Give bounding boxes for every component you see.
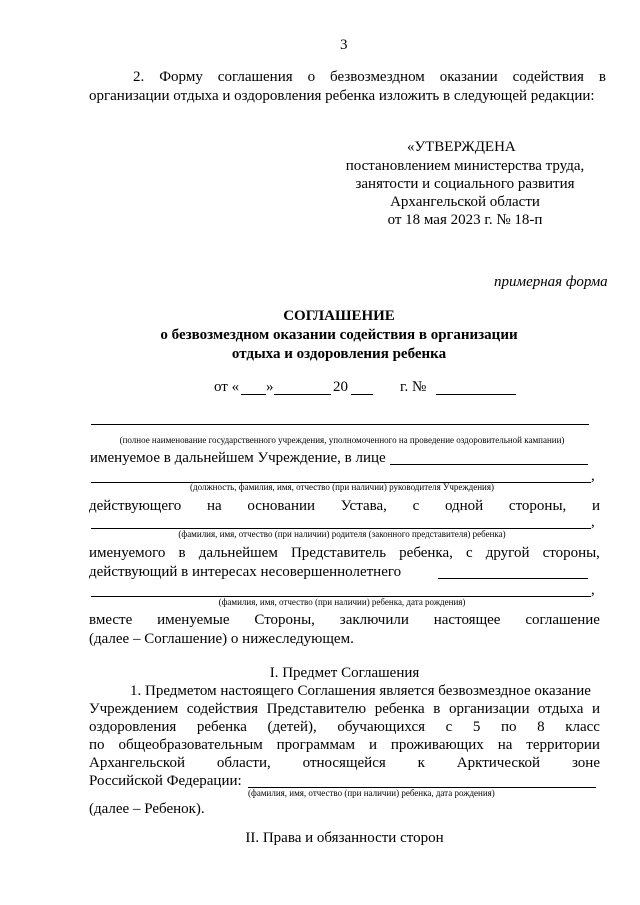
section-1-heading: I. Предмет Соглашения [269,665,420,681]
word: одной [444,498,484,514]
word: обучающихся [337,719,426,735]
approval-line-2: постановлением министерства труда, [345,158,585,174]
word: содействия [512,69,584,85]
day-blank [241,394,266,395]
date-quote-close: » [266,379,274,395]
agreement-title: СОГЛАШЕНИЕ [283,308,395,324]
word: к [417,755,425,771]
word: Устава, [340,498,387,514]
section-2-heading: II. Права и обязанности сторон [245,830,444,846]
word: и [368,737,377,753]
word: общеобразовательным [118,737,263,753]
section-1-line-6: Российской Федерации: [89,773,242,789]
word: с [445,719,453,735]
word: именуемого [89,545,166,561]
date-from: от « [214,379,240,395]
section-1-child-caption: (фамилия, имя, отчество (при наличии) ребенка, дата рождения) [248,788,495,798]
approval-line-4: Архангельской области [390,194,540,210]
word: территории [526,737,600,753]
comma-1: , [591,468,595,484]
approval-line-5: от 18 мая 2023 г. № 18-п [387,212,543,228]
word: и [591,498,600,514]
word: класс [565,719,600,735]
parent-caption: (фамилия, имя, отчество (при наличии) родителя (законного представителя) ребенка) [178,529,506,539]
word: в [433,701,441,717]
word: Архангельской [89,755,185,771]
section-1-line-7: (далее – Ребенок). [89,801,205,817]
word: с [412,498,420,514]
word: безвозмездном [330,69,425,85]
word: ребенка [374,701,425,717]
comma-3: , [591,582,595,598]
together-line [89,611,600,630]
child-blank-1 [438,578,588,579]
parent-named-line [89,544,600,563]
word: по [89,737,105,753]
word: именуемые [157,612,230,628]
word: 5 [472,719,481,735]
head-caption: (должность, фамилия, имя, отчество (при наличии) руководителя Учреждения) [190,482,494,492]
number-blank [436,394,516,395]
word: основании [247,498,316,514]
word: ребенка, [399,545,453,561]
minor-interest: действующий в интересах несовершеннолетнего [89,564,402,580]
section-1-line-5 [89,754,600,773]
word: ребенка [196,719,247,735]
word: Форму [159,69,203,85]
word: 2. [133,69,145,85]
word: соглашения [217,69,293,85]
word: в [178,545,186,561]
word: с [465,545,473,561]
word: Стороны, [254,612,315,628]
word: зоне [571,755,600,771]
month-blank [274,394,331,395]
word: дальнейшем [198,545,278,561]
word: проживающих [390,737,484,753]
word: соглашение [525,612,600,628]
word: стороны, [508,498,567,514]
acting-line [89,497,600,516]
word: в [598,69,606,85]
word: программам [276,737,356,753]
section-1-line-2 [89,700,600,719]
word: действующего [89,498,182,514]
word: Учреждением [89,701,179,717]
head-blank-1 [390,464,588,465]
number-label: г. № [400,379,427,395]
word: о [307,69,316,85]
word: на [497,737,513,753]
word: области, [216,755,271,771]
approval-line-3: занятости и социального развития [355,176,575,192]
section-1-line-4 [89,736,600,755]
word: настоящее [433,612,501,628]
intro-line-1 [133,68,606,87]
together-line-2: (далее – Соглашение) о нижеследующем. [89,631,354,647]
agreement-subtitle-2: отдыха и оздоровления ребенка [231,346,447,362]
intro-line-2: организации отдыха и оздоровления ребенка изложить в следующей редакции: [89,88,595,104]
word: вместе [89,612,133,628]
agreement-subtitle-1: о безвозмездном оказании содействия в организации [160,327,518,343]
section-1-line-3 [89,718,600,737]
word: организации [448,701,530,717]
word: оказании [439,69,498,85]
word: отдыха [538,701,584,717]
word: Представителю [266,701,367,717]
word: стороны, [542,545,600,561]
word: и [591,701,600,717]
word: на [206,498,222,514]
section-1-line-1: 1. Предметом настоящего Соглашения является безвозмездное оказание [130,683,591,699]
word: 8 [537,719,545,735]
comma-2: , [591,514,595,530]
word: другой [485,545,530,561]
institution-caption: (полное наименование государственного учреждения, уполномоченного на проведение оздоровительной кампании) [119,435,565,445]
word: по [500,719,517,735]
year-prefix: 20 [333,379,348,395]
institution-blank [91,424,589,425]
word: Арктической [456,755,541,771]
year-blank [351,394,373,395]
word: содействия [186,701,259,717]
institution-named: именуемое в дальнейшем Учреждение, в лице [90,450,386,466]
word: заключили [339,612,409,628]
child-caption: (фамилия, имя, отчество (при наличии) ребенка, дата рождения) [218,597,466,607]
word: относящейся [302,755,386,771]
page-number: 3 [340,37,348,53]
word: (детей), [267,719,317,735]
word: оздоровления [89,719,177,735]
word: Представитель [290,545,387,561]
approval-line-1: «УТВЕРЖДЕНА [407,139,516,155]
form-type-label: примерная форма [494,274,608,290]
